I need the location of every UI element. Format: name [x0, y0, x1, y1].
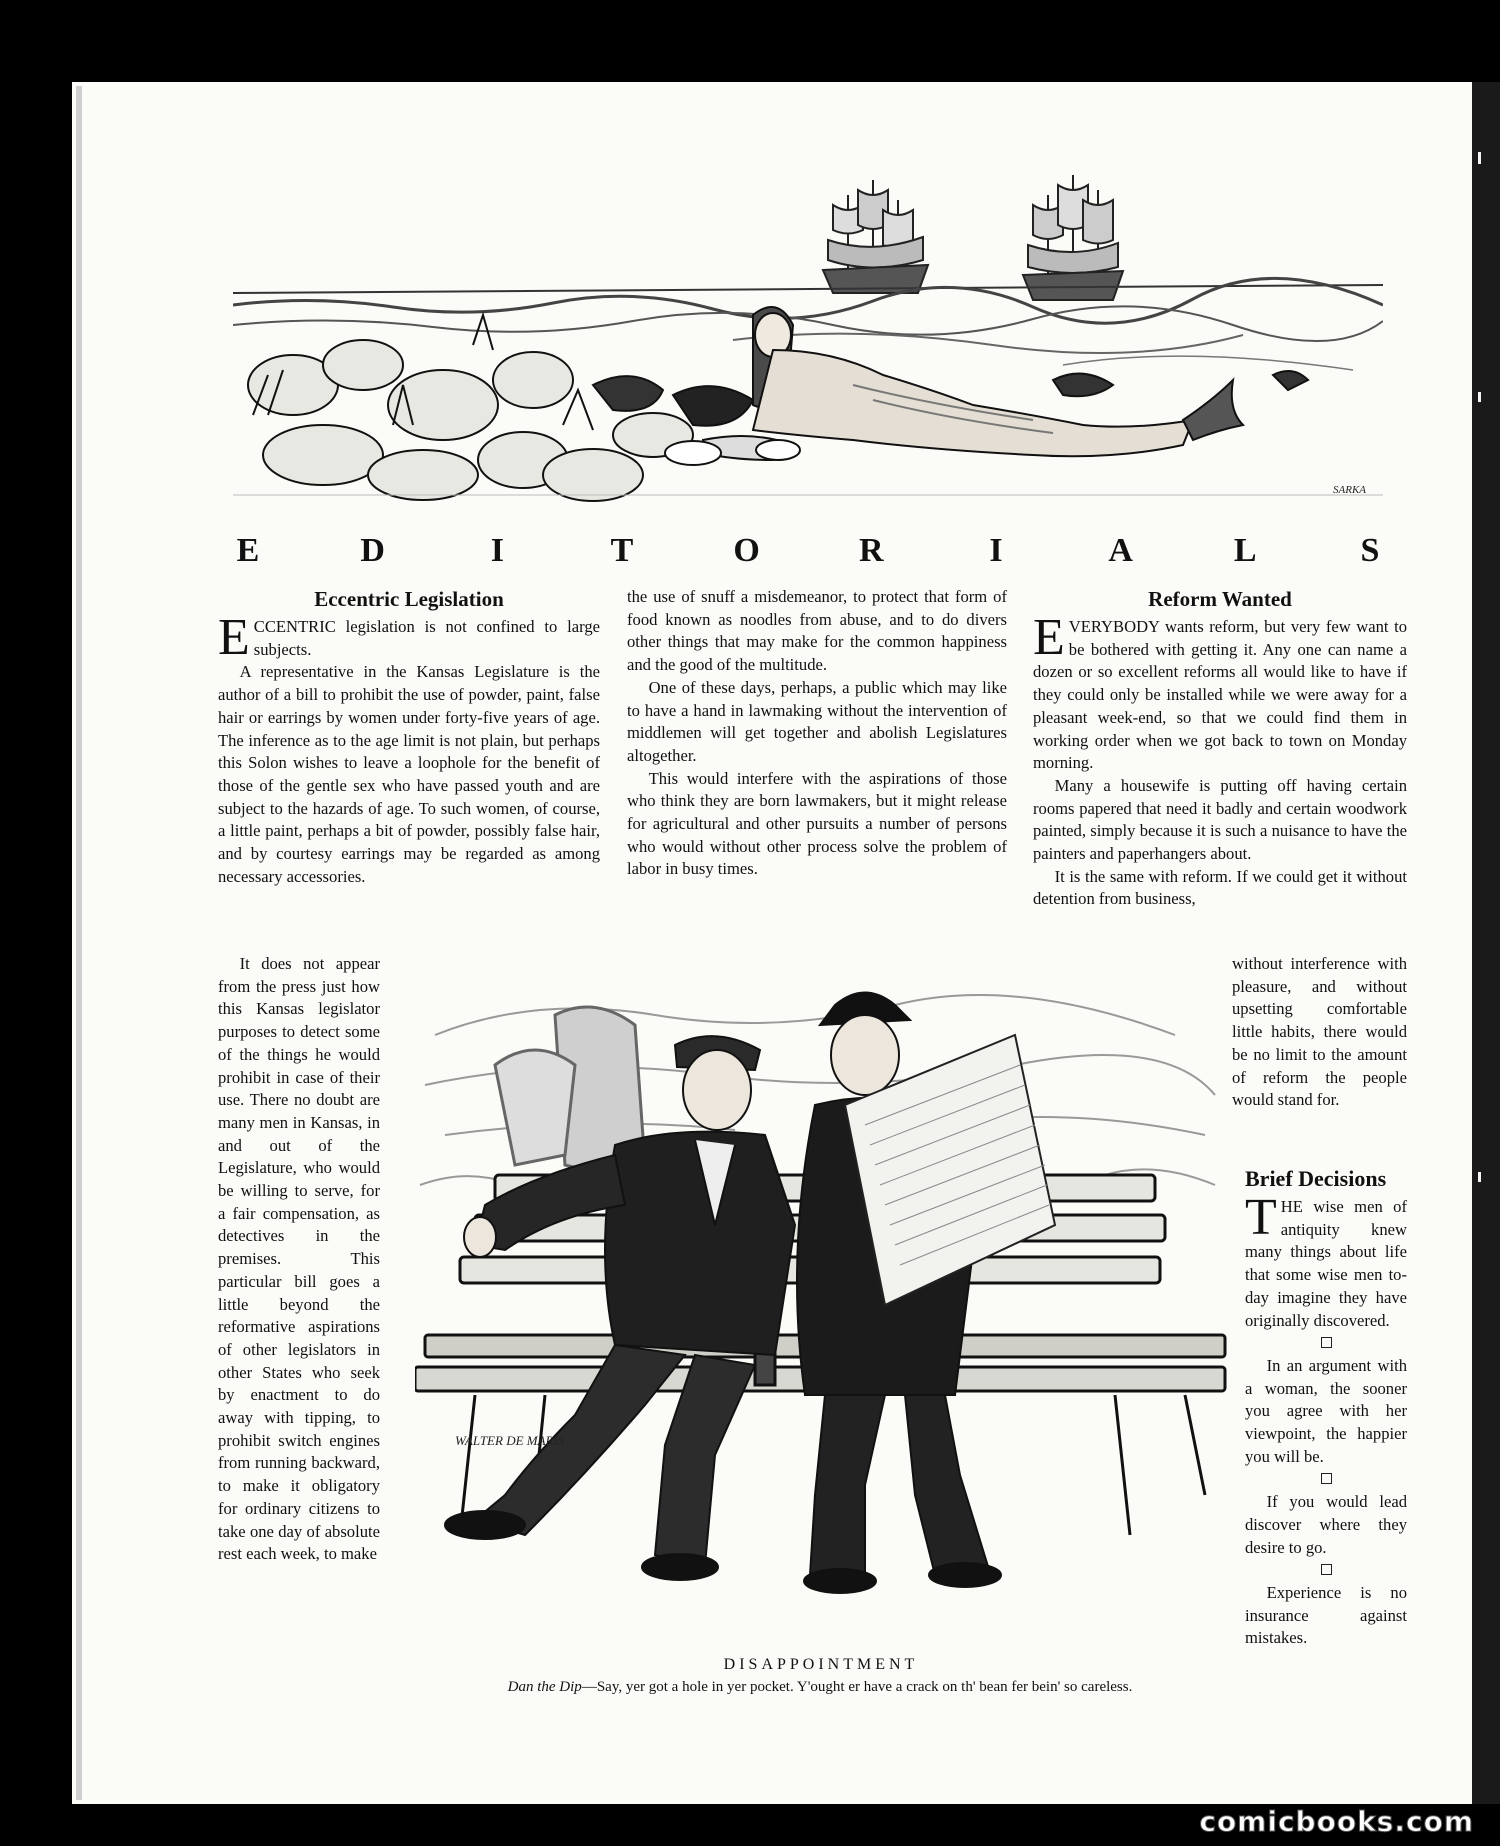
column-middle [627, 586, 1007, 881]
article-paragraph: Experience is no insurance against mistakes. [1245, 1582, 1407, 1648]
article-title: Eccentric Legislation [314, 587, 504, 611]
article-paragraph: It does not appear from the press just how this Kansas legislator purposes to detect some of the things he would prohibit in case of their use. There no doubt are many men in Kansas, in and out of the Legislature, who would be willing to serve, for a fair compensation, as detectives in the premises. This particular bill goes a little beyond the reformative aspirations of other legislators in other States who seek by enactment to do away with tipping, to prohibit switch engines from running backward, to make it obligatory for ordinary citizens to take one day of absolute rest each week, to make [218, 954, 380, 1564]
drop-cap: E [218, 609, 250, 666]
article-paragraph: This would interfere with the aspirations of those who think they are born lawmakers, but it might release for agricultural and other pursuits a number of persons who would without other process solve the problem of labor in busy times. [627, 768, 1007, 879]
heading-letter: I [490, 532, 504, 569]
caption-speaker: Dan the Dip [507, 1679, 582, 1695]
article-paragraph: the use of snuff a misdemeanor, to protect that form of food known as noodles from abuse, and to do divers other things that may make for the common happiness and the good of the multitude. [627, 587, 1007, 675]
drop-cap: T [1245, 1189, 1277, 1246]
illustration-caption [395, 1679, 1245, 1696]
binding-strip [1472, 82, 1500, 1804]
article-title: Brief Decisions [1245, 1166, 1387, 1191]
heading-letter: E [236, 532, 260, 569]
banner-signature: SARKA [1333, 484, 1366, 496]
article-paragraph: THE wise men of antiquity knew many things about life that some wise men to-day imagine they have originally discovered. [1245, 1189, 1407, 1330]
column-reform-wanted [1033, 586, 1407, 911]
site-watermark: comicbooks.com [1199, 1805, 1474, 1838]
page-edge [76, 86, 82, 1800]
article-paragraph: A representative in the Kansas Legislature is the author of a bill to prohibit the use of powder, paint, false hair or earrings by women under forty-five years of age. The inference as to the age limit is not plain, but perhaps this Solon wishes to leave a loophole for the benefit of those of the gentle sex who have passed youth and are subject to the hazards of age. To such women, of course, a little paint, perhaps a bit of powder, possibly false hair, and by courtesy earrings may be regarded as among necessary accessories. [218, 662, 600, 886]
column-brief-decisions [1245, 1166, 1407, 1650]
drop-cap: E [1033, 609, 1065, 666]
separator-box-icon [1245, 1332, 1407, 1355]
article-title: Reform Wanted [1148, 587, 1292, 611]
heading-letter: R [859, 532, 884, 569]
illustration-signature: WALTER DE MARIS [455, 1433, 565, 1448]
heading-letter: S [1360, 532, 1380, 569]
section-heading-editorials [234, 532, 1384, 576]
article-paragraph: Many a housewife is putting off having certain rooms papered that need it badly and certain woodwork painted, simply because it is such a nuisance to have the painters and paperhangers about. [1033, 775, 1407, 864]
article-paragraph: EVERYBODY wants reform, but very few want to be bothered with getting it. Any one can name a dozen or so excellent reforms all would like to have if they could only be installed while we were away for a pleasant week-end, so that we could find them in working order when we got back to town on Monday morning. [1033, 609, 1407, 773]
heading-letter: O [733, 532, 760, 569]
column-eccentric-legislation [218, 586, 600, 888]
article-paragraph: without interference with pleasure, and without upsetting comfortable little habits, there would be no limit to the amount of reform the people would stand for. [1232, 954, 1407, 1110]
column-eccentric-legislation-continued [218, 953, 380, 1566]
article-paragraph: It is the same with reform. If we could get it without detention from business, [1033, 866, 1407, 909]
banner-illustration-mermaid [233, 175, 1383, 515]
column-reform-wanted-continued [1232, 953, 1407, 1112]
illustration-men-on-bench [415, 975, 1227, 1615]
separator-box-icon [1245, 1559, 1407, 1582]
caption-dialogue: —Say, yer got a hole in yer pocket. Y'ought er have a crack on th' bean fer bein' so careless. [581, 1679, 1133, 1695]
heading-letter: D [360, 532, 385, 569]
heading-letter: A [1108, 532, 1133, 569]
illustration-caption-title: DISAPPOINTMENT [723, 1656, 919, 1673]
article-paragraph: One of these days, perhaps, a public which may like to have a hand in lawmaking without the intervention of middlemen will get together and abolish Legislatures altogether. [627, 677, 1007, 765]
heading-letter: T [610, 532, 634, 569]
article-paragraph: If you would lead discover where they desire to go. [1245, 1492, 1407, 1557]
separator-box-icon [1245, 1468, 1407, 1491]
heading-letter: L [1233, 532, 1257, 569]
article-paragraph: In an argument with a woman, the sooner you agree with her viewpoint, the happier you will be. [1245, 1355, 1407, 1466]
heading-letter: I [989, 532, 1003, 569]
article-paragraph: ECCENTRIC legislation is not confined to large subjects. [218, 609, 600, 666]
